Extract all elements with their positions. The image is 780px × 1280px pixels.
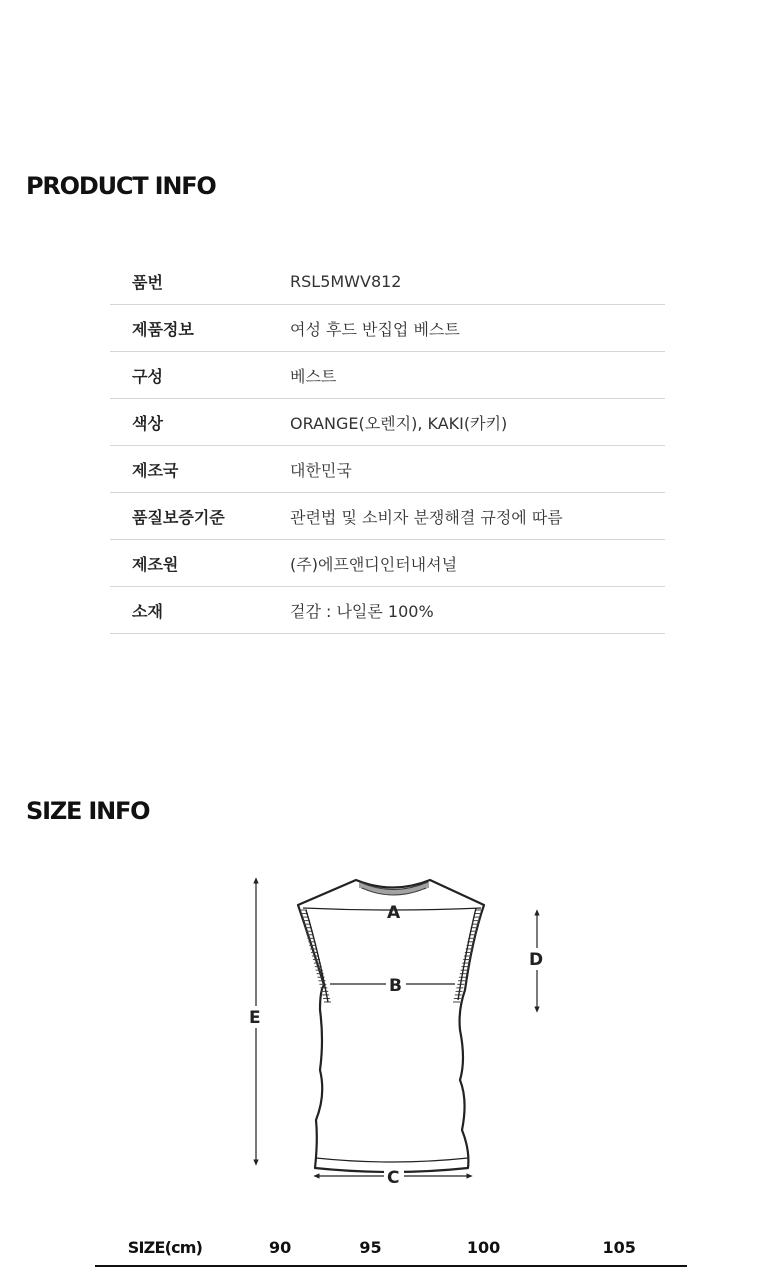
size-column: 105 [551,1230,687,1266]
row-label: 구성 [110,352,290,399]
vest-outline [298,880,484,1172]
size-header-label: SIZE(cm) [95,1230,235,1266]
label-a: A [387,903,401,923]
table-row [110,352,665,399]
row-label: 소재 [110,587,290,634]
product-info-table [110,258,665,634]
table-row [110,493,665,540]
size-info-title: SIZE INFO [26,797,150,825]
row-label: 제조국 [110,446,290,493]
label-b: B [389,976,402,996]
label-d: D [529,950,544,970]
size-column: 90 [235,1230,325,1266]
row-value: 대한민국 [290,446,665,493]
row-value: 베스트 [290,352,665,399]
row-label: 제품정보 [110,305,290,352]
table-row [110,258,665,305]
row-label: 제조원 [110,540,290,587]
table-row [110,399,665,446]
row-value: 관련법 및 소비자 분쟁해결 규정에 따름 [290,493,665,540]
hem-rib [316,1158,468,1162]
size-header-row [95,1230,687,1266]
vest-measurement-diagram [0,860,780,1200]
row-value: (주)에프앤디인터내셔널 [290,540,665,587]
right-armhole-inner [458,908,476,1000]
row-label: 색상 [110,399,290,446]
product-info-title: PRODUCT INFO [26,172,216,200]
row-value: ORANGE(오렌지), KAKI(카키) [290,399,665,446]
label-c: C [387,1168,400,1188]
row-value: 여성 후드 반집업 베스트 [290,305,665,352]
table-row [110,587,665,634]
size-column: 100 [416,1230,552,1266]
row-value: 겉감 : 나일론 100% [290,587,665,634]
label-e: E [249,1008,261,1028]
table-row [110,540,665,587]
row-value: RSL5MWV812 [290,258,665,305]
size-table [95,1230,687,1267]
row-label: 품질보증기준 [110,493,290,540]
table-row [110,446,665,493]
size-column: 95 [325,1230,415,1266]
row-label: 품번 [110,258,290,305]
table-row [110,305,665,352]
